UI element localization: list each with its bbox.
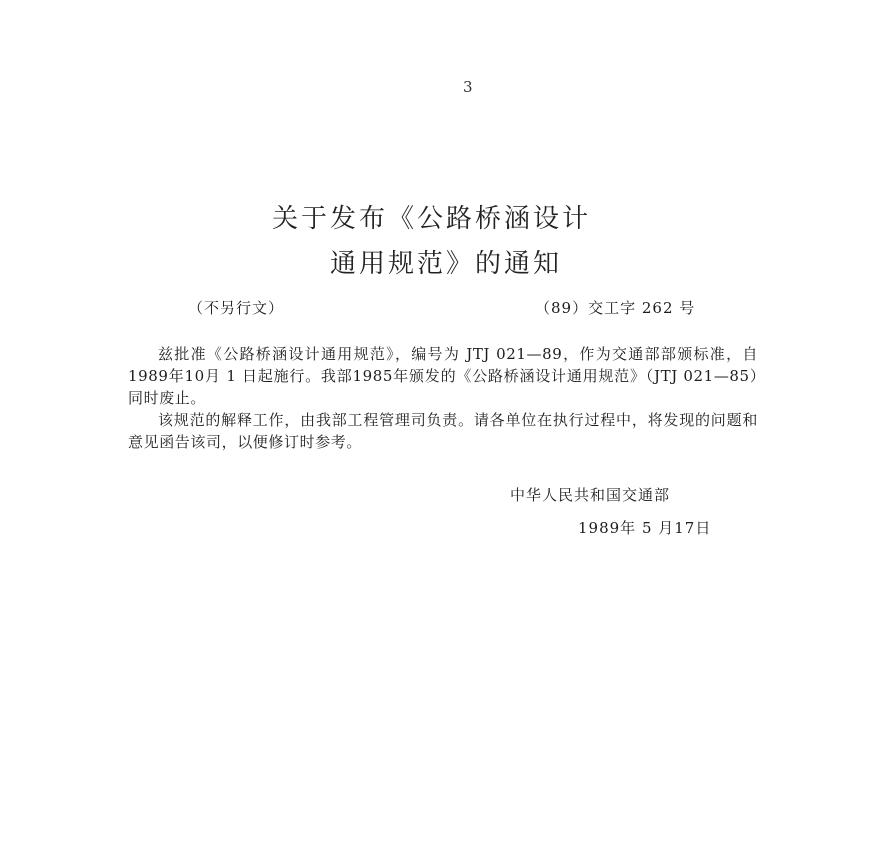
document-number: （89）交工字 262 号 — [535, 299, 696, 317]
body-paragraph-approval: 兹批准《公路桥涵设计通用规范》，编号为 JTJ 021—89，作为交通部部颁标准，自1989年10月 1 日起施行。我部1985年颁发的《公路桥涵设计通用规范》（JTJ 021—85）同时废止。 — [128, 345, 758, 407]
notice-title-line-2: 通用规范》的通知 — [330, 249, 563, 279]
notice-title-line-1: 关于发布《公路桥涵设计 — [272, 204, 592, 234]
issuing-authority: 中华人民共和国交通部 — [510, 486, 671, 504]
page-number: 3 — [463, 78, 473, 96]
notice-body — [128, 343, 758, 453]
document-type-note: （不另行文） — [188, 299, 285, 317]
issue-date: 1989年 5 月17日 — [578, 519, 712, 537]
body-paragraph-interpretation: 该规范的解释工作，由我部工程管理司负责。请各单位在执行过程中，将发现的问题和意见函告该司，以便修订时参考。 — [128, 411, 758, 451]
